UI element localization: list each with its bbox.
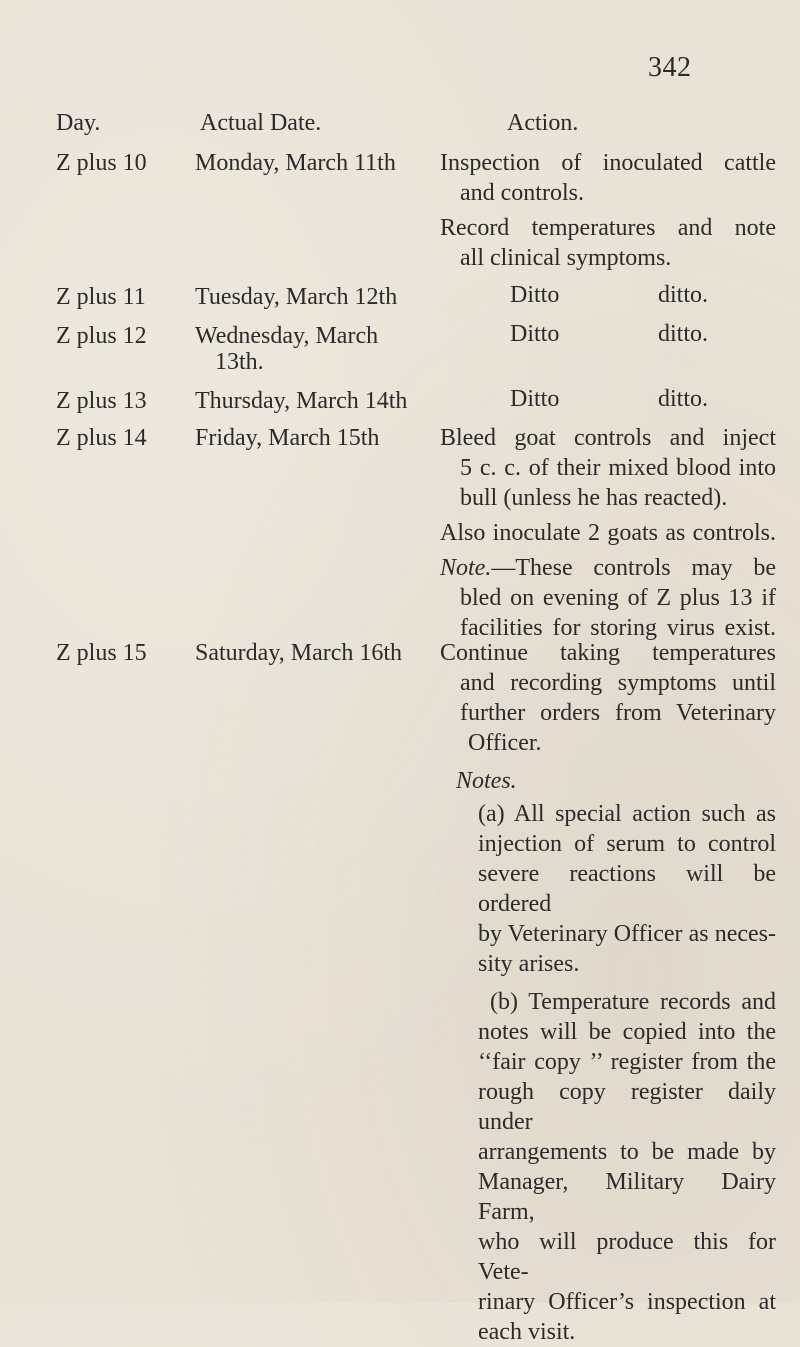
- ditto-mark: Ditto: [510, 321, 560, 347]
- column-header-action: Action.: [507, 110, 579, 136]
- action-line: facilities for storing virus exist.: [460, 615, 776, 641]
- note-line: who will produce this for Vete-: [478, 1229, 776, 1285]
- row-day: Z plus 15: [56, 640, 147, 666]
- row-action: [440, 423, 776, 643]
- note-line: (a) All special action such as: [478, 801, 776, 827]
- note-line: by Veterinary Officer as neces-: [478, 921, 776, 947]
- row-date: Friday, March 15th: [195, 425, 380, 451]
- action-line: all clinical symptoms.: [460, 245, 672, 271]
- note-b: [440, 987, 776, 1347]
- ditto-mark: ditto.: [658, 386, 709, 412]
- note-line: ‘‘fair copy ’’ register from the: [478, 1049, 776, 1075]
- row-day: Z plus 11: [56, 284, 146, 310]
- note-line: severe reactions will be ordered: [478, 861, 776, 917]
- row-date: [195, 321, 378, 377]
- row-day: Z plus 13: [56, 388, 147, 414]
- ditto-mark: Ditto: [510, 282, 560, 308]
- action-line: Record temperatures and note: [440, 215, 776, 241]
- action-line: and recording symptoms until: [460, 670, 776, 696]
- ditto-mark: ditto.: [658, 282, 709, 308]
- action-line: Inspection of inoculated cattle: [440, 150, 776, 176]
- ditto-mark: Ditto: [510, 386, 560, 412]
- row-action: [440, 638, 776, 758]
- row-action: [440, 148, 776, 273]
- row-day: Z plus 10: [56, 150, 147, 176]
- note-line: each visit.: [478, 1319, 576, 1345]
- action-line: Bleed goat controls and inject: [440, 425, 776, 451]
- row-date: Thursday, March 14th: [195, 388, 408, 414]
- notes-section: [440, 766, 776, 1347]
- date-line: 13th.: [215, 349, 264, 375]
- column-header-date: Actual Date.: [200, 110, 322, 136]
- row-day: Z plus 14: [56, 425, 147, 451]
- action-line: Note.—These controls may be: [440, 555, 776, 581]
- note-line: rinary Officer’s inspection at: [478, 1289, 776, 1315]
- action-line: 5 c. c. of their mixed blood into: [460, 455, 776, 481]
- note-line: (b) Temperature records and: [490, 989, 776, 1015]
- action-line: and controls.: [460, 180, 584, 206]
- note-line: notes will be copied into the: [478, 1019, 776, 1045]
- notes-heading: Notes.: [456, 768, 517, 794]
- date-line: Wednesday, March: [195, 323, 379, 349]
- note-line: sity arises.: [478, 951, 580, 977]
- note-line: arrangements to be made by: [478, 1139, 776, 1165]
- note-line: rough copy register daily under: [478, 1079, 776, 1135]
- note-line: injection of serum to control: [478, 831, 776, 857]
- row-date: Saturday, March 16th: [195, 640, 403, 666]
- action-line: Also inoculate 2 goats as controls.: [440, 520, 776, 546]
- action-line: bled on evening of Z plus 13 if: [460, 585, 776, 611]
- action-line: Officer.: [468, 730, 542, 756]
- action-line: Continue taking temperatures: [440, 640, 776, 666]
- note-a: [440, 799, 776, 979]
- action-line: further orders from Veterinary: [460, 700, 776, 726]
- page-number: 342: [648, 52, 692, 83]
- row-date: Monday, March 11th: [195, 150, 396, 176]
- row-day: Z plus 12: [56, 323, 147, 349]
- action-line: bull (unless he has reacted).: [460, 485, 728, 511]
- column-header-day: Day.: [56, 110, 101, 136]
- row-date: Tuesday, March 12th: [195, 284, 398, 310]
- note-line: Manager, Military Dairy Farm,: [478, 1169, 776, 1225]
- ditto-mark: ditto.: [658, 321, 709, 347]
